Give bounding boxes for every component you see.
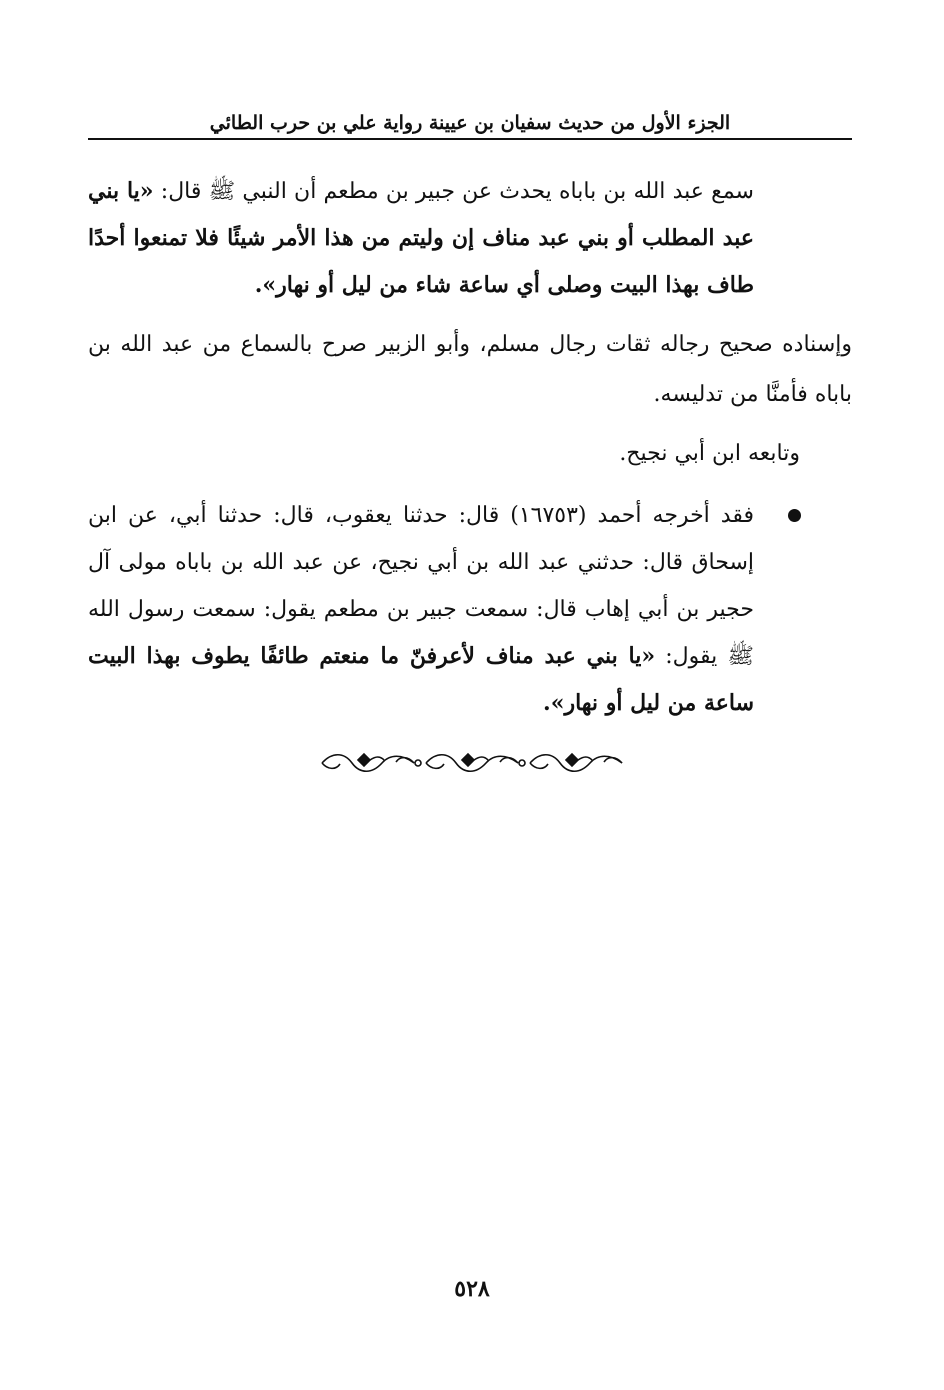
paragraph-4-quote: «يا بني عبد مناف لأعرفنّ ما منعتم طائفًا يطوف بهذا البيت ساعة من ليل أو نهار».	[88, 643, 754, 716]
paragraph-1-intro: سمع عبد الله بن باباه يحدث عن جبير بن مطعم أن النبي ﷺ قال:	[153, 179, 754, 204]
paragraph-4-intro: فقد أخرجه أحمد (١٦٧٥٣) قال: حدثنا يعقوب، قال: حدثنا أبي، عن ابن إسحاق قال: حدثني عبد الله بن أبي نجيح، عن عبد الله بن باباه مولى آل حجير بن أبي إهاب قال: سمعت جبير بن مطعم يقول: سمعت رسول الله ﷺ يقول:	[88, 503, 755, 669]
paragraph-4	[88, 492, 754, 727]
floral-divider-icon	[318, 746, 626, 780]
page-header-title: الجزء الأول من حديث سفيان بن عيينة رواية علي بن حرب الطائي	[209, 112, 731, 134]
paragraph-1	[88, 168, 754, 309]
page-number: ٥٢٨	[454, 1276, 490, 1302]
paragraph-2: وإسناده صحيح رجاله ثقات رجال مسلم، وأبو الزبير صرح بالسماع من عبد الله بن باباه فأمنَّا من تدليسه.	[88, 332, 852, 407]
bullet-icon	[788, 509, 801, 522]
paragraph-1-quote: «يا بني عبد المطلب أو بني عبد مناف إن وليتم من هذا الأمر شيئًا فلا تمنعوا أحدًا طاف بهذا البيت وصلى أي ساعة شاء من ليل أو نهار».	[88, 178, 754, 298]
header-divider	[88, 138, 852, 140]
paragraph-3: وتابعه ابن أبي نجيح.	[619, 441, 800, 466]
